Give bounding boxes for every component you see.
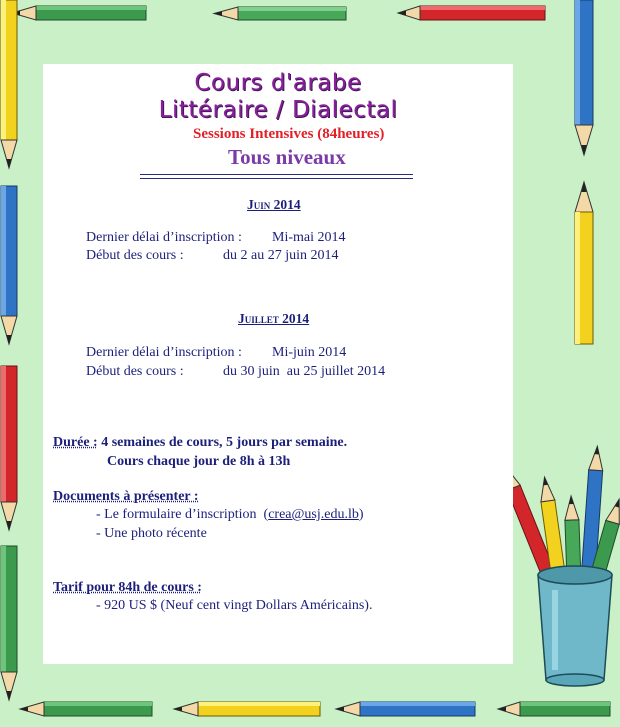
title-line-1: Cours d'arabe bbox=[194, 70, 362, 96]
documents-item-2: - Une photo récente bbox=[96, 526, 207, 541]
duration-text-1: 4 semaines de cours, 5 jours par semaine. bbox=[101, 435, 348, 450]
pencil-right-1 bbox=[575, 0, 593, 155]
session2-deadline-label: Dernier délai d’inscription : bbox=[86, 345, 242, 360]
duration-label: Durée : bbox=[53, 435, 98, 450]
flyer-sheet bbox=[43, 64, 513, 664]
session2-deadline-value: Mi-juin 2014 bbox=[272, 345, 347, 360]
session1-deadline-label: Dernier délai d’inscription : bbox=[86, 230, 242, 245]
pencil-top-1 bbox=[12, 6, 146, 20]
session2-start-value: du 30 juin au 25 juillet 2014 bbox=[223, 364, 386, 379]
pencil-bottom-4 bbox=[498, 702, 610, 716]
session1-deadline-value: Mi-mai 2014 bbox=[272, 230, 346, 245]
documents-label-text: Documents à présenter : bbox=[53, 489, 199, 504]
email-link[interactable]: crea@usj.edu.lb bbox=[268, 507, 359, 522]
pencil-bottom-3 bbox=[336, 702, 475, 716]
tarif-label bbox=[53, 580, 202, 596]
subtitle: Sessions Intensives (84heures) bbox=[193, 126, 385, 142]
pencil-bottom-2 bbox=[174, 702, 320, 716]
pencil-cup-icon bbox=[498, 446, 620, 686]
pencil-left-1 bbox=[1, 0, 17, 168]
duration-line-1 bbox=[53, 435, 347, 451]
documents-item-1-close: ) bbox=[358, 507, 364, 522]
divider bbox=[140, 178, 413, 179]
session1-start-label: Début des cours : bbox=[86, 248, 184, 263]
session1-heading: Juin 2014 bbox=[247, 197, 301, 212]
documents-label bbox=[53, 489, 199, 505]
tarif-label-text: Tarif pour 84h de cours : bbox=[53, 580, 202, 595]
level-heading: Tous niveaux bbox=[228, 145, 346, 169]
pencil-left-4 bbox=[1, 546, 17, 700]
session2-heading: Juillet 2014 bbox=[238, 311, 310, 326]
pencil-top-2 bbox=[214, 7, 346, 20]
pencil-left-3 bbox=[1, 366, 17, 530]
session1-start-value: du 2 au 27 juin 2014 bbox=[223, 248, 339, 263]
title-line-2: Littéraire / Dialectal bbox=[158, 97, 398, 123]
tarif-line: - 920 US $ (Neuf cent vingt Dollars Américains). bbox=[96, 598, 373, 613]
duration-line-2: Cours chaque jour de 8h à 13h bbox=[107, 454, 291, 469]
session2-start-label: Début des cours : bbox=[86, 364, 184, 379]
pencil-left-2 bbox=[1, 186, 17, 344]
pencil-right-2 bbox=[575, 182, 593, 344]
pencil-top-3 bbox=[398, 6, 545, 20]
divider bbox=[140, 174, 413, 175]
pencil-bottom-1 bbox=[20, 702, 152, 716]
documents-item-1 bbox=[96, 507, 364, 523]
documents-item-1-text: - Le formulaire d’inscription ( bbox=[96, 507, 269, 522]
